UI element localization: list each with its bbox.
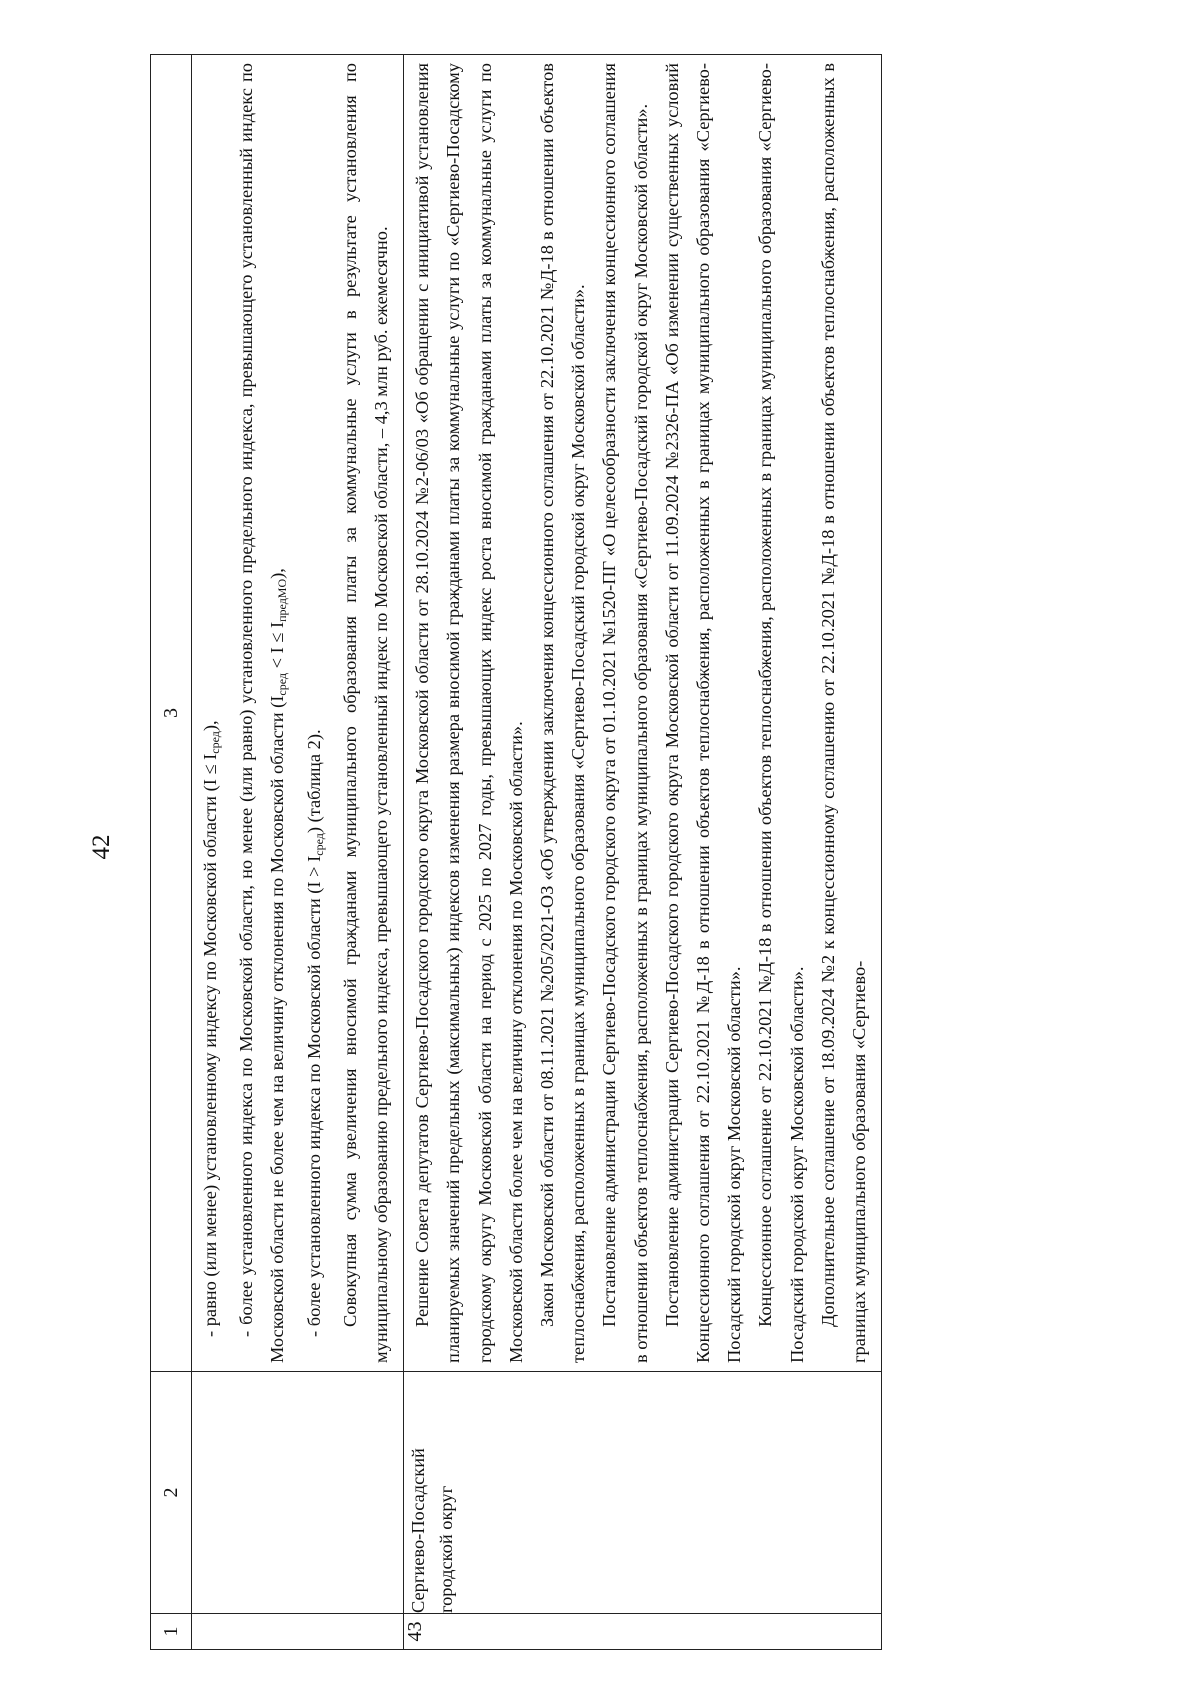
header-col-3: 3 [151,55,192,1372]
page-number: 42 [88,834,115,860]
table-row-43 [404,55,882,1650]
row-number-cell: 43 [404,1614,882,1650]
table-row-continuation [192,55,404,1650]
row-number-cell [192,1614,404,1650]
region-cell: Сергиево-Посадский городской округ [404,1372,882,1614]
description-cell [192,55,404,1372]
text-paragraph: Закон Московской области от 08.11.2021 №205/2021-ОЗ «Об утверждении заключения концессионного соглашения от 22.10.2021 №Д-18 в отношении объектов теплоснабжения, расположенных в границах муниципального образования «Сергиево-Посадский городской округ Московской области». [537,63,589,1363]
text-paragraph: - более установленного индекса по Московской области, но менее (или равно) установленного предельного индекса, превышающего установленный индекс по Московской области не более чем на величину отклонения по Московской области $(I_{сред} < I \le I_{предМО})$, [236,63,290,1363]
header-col-2: 2 [151,1372,192,1614]
text-paragraph: Совокупная сумма увеличения вносимой гражданами муниципального образования платы за коммунальные услуги в результате установления по муниципальному образованию предельного индекса, превышающего установленный индекс по Московской области, – 4,3 млн руб. ежемесячно. [339,63,392,1363]
text-paragraph: Постановление администрации Сергиево-Посадского городского округа от 01.10.2021 №1520-ПГ «О целесообразности заключения концессионного соглашения в отношении объектов теплоснабжения, расположенных в границах муниципального образования «Сергиево-Посадский городской округ Московской области». [599,63,651,1363]
text-paragraph: Решение Совета депутатов Сергиево-Посадского городского округа Московской области от 28.10.2024 №2-06/03 «Об обращении с инициативой установления планируемых значений предельных (максимальных) индексов изменения размера вносимой гражданами платы за коммунальные услуги по «Сергиево-Посадскому городскому округу Московской области на период с 2025 по 2027 годы, превышающих индекс роста вносимой гражданами платы за коммунальные услуги по Московской области более чем на величину отклонения по Московской области». [412,63,526,1363]
text-paragraph: - равно (или менее) установленному индексу по Московской области $(I \le I_{сред})$, [200,720,222,1337]
region-cell [192,1372,404,1614]
text-paragraph: - более установленного индекса по Московской области $(I > I_{сред})$ (таблица 2). [303,729,326,1337]
table-header-row [151,55,192,1650]
text-paragraph: Постановление администрации Сергиево-Посадского городского округа Московской области от 11.09.2024 №2326-ПА «Об изменении существенных условий Концессионного соглашения от 22.10.2021 №Д-18 в отношении объектов теплоснабжения, расположенных в границах муниципального образования «Сергиево-Посадский городской округ Московской области». [661,63,745,1363]
text-paragraph: Концессионное соглашение от 22.10.2021 №Д-18 в отношении объектов теплоснабжения, расположенных в границах муниципального образования «Сергиево-Посадский городской округ Московской области». [755,63,807,1363]
regions-table [150,54,882,1650]
header-col-1: 1 [151,1614,192,1650]
text-paragraph: Дополнительное соглашение от 18.09.2024 №2 к концессионному соглашению от 22.10.2021 №Д-18 в отношении объектов теплоснабжения, расположенных в границах муниципального образования «Сергиево- [817,63,870,1363]
description-cell [404,55,882,1372]
